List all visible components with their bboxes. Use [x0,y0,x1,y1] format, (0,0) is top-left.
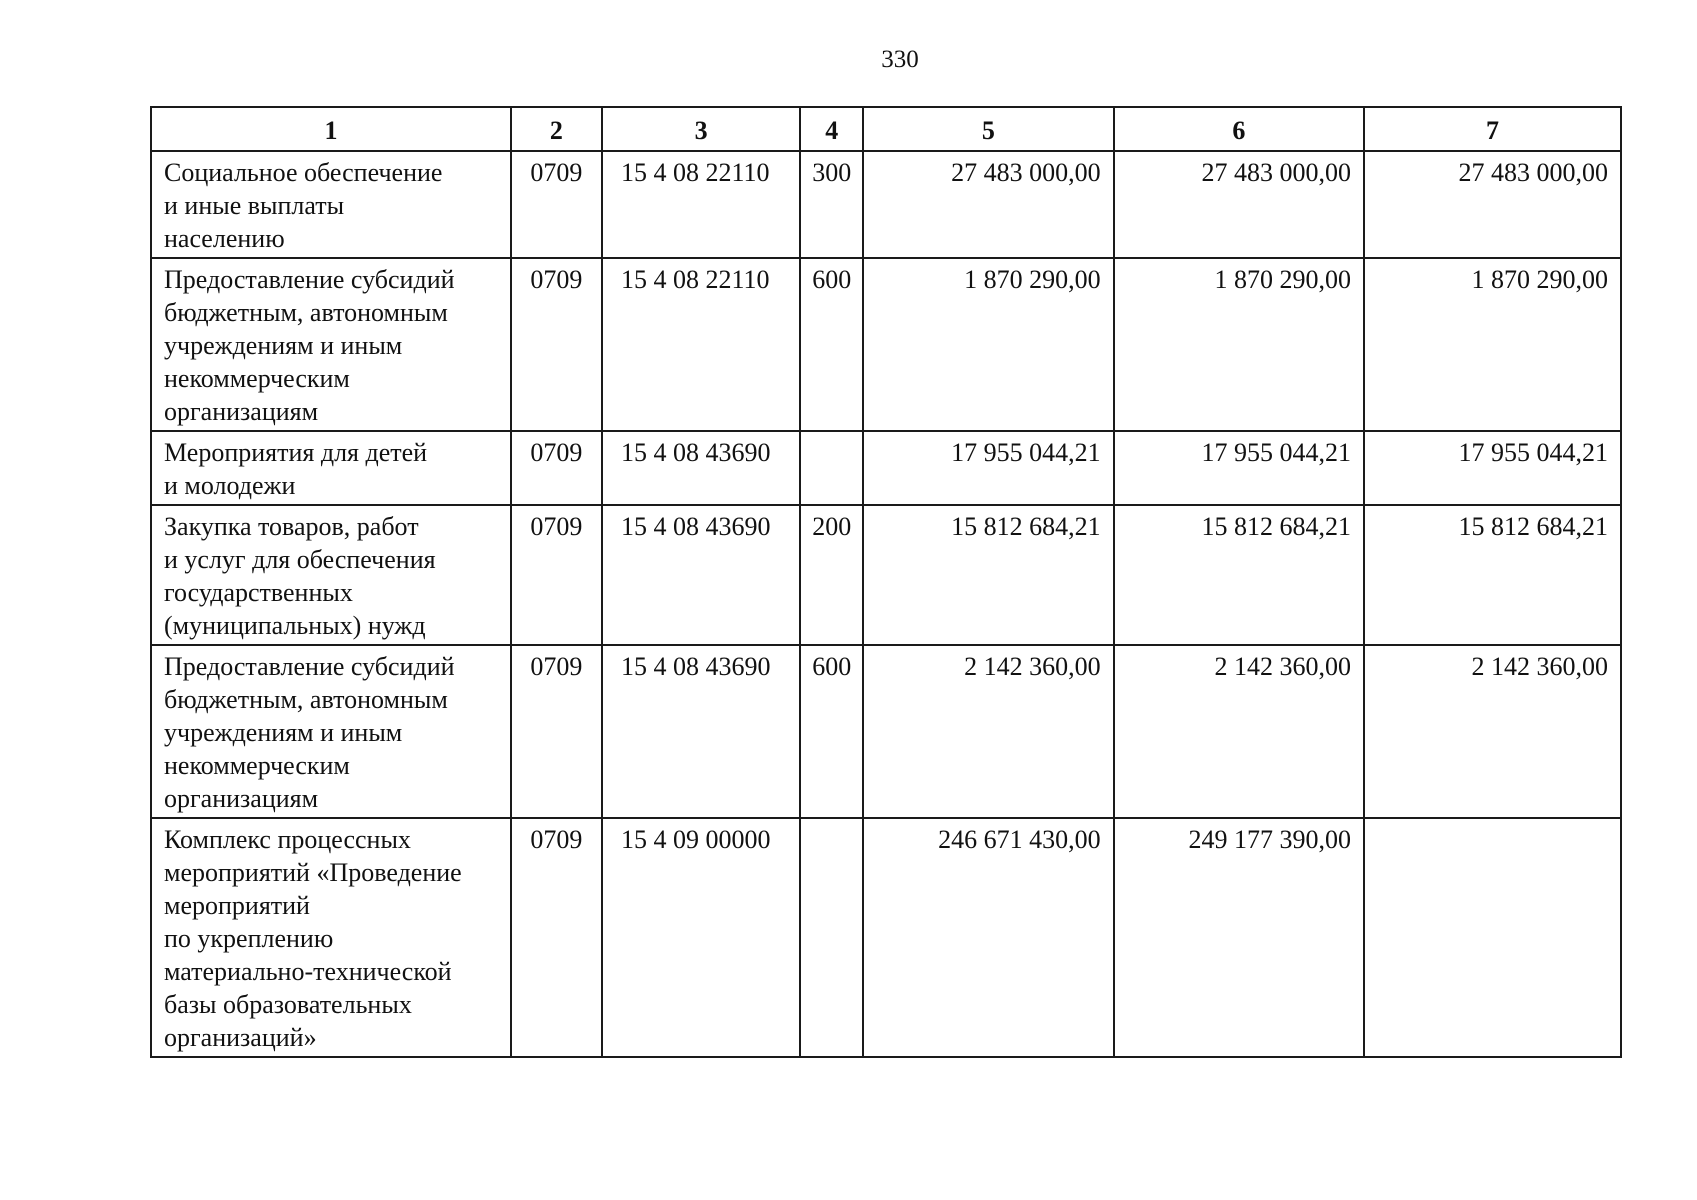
expense-type-cell: 600 [800,258,863,431]
amount-7-cell [1364,818,1621,1057]
expense-type-cell [800,431,863,505]
amount-7-cell: 2 142 360,00 [1364,645,1621,818]
page-number: 330 [881,46,919,73]
expense-type-cell [800,818,863,1057]
amount-6-cell: 27 483 000,00 [1114,151,1364,258]
amount-7-cell: 1 870 290,00 [1364,258,1621,431]
target-code-cell: 15 4 08 22110 [602,151,800,258]
expense-type-cell: 300 [800,151,863,258]
table-row [151,151,1621,258]
header-cell-3: 3 [602,107,800,151]
row-name-cell: Социальное обеспечение и иные выплаты населению [151,151,511,258]
amount-5-cell: 15 812 684,21 [863,505,1113,645]
table-row [151,818,1621,1057]
section-code-cell: 0709 [511,505,602,645]
row-name-cell: Мероприятия для детей и молодежи [151,431,511,505]
amount-6-cell: 249 177 390,00 [1114,818,1364,1057]
target-code-cell: 15 4 08 43690 [602,431,800,505]
expense-type-cell: 200 [800,505,863,645]
table-row [151,431,1621,505]
amount-5-cell: 246 671 430,00 [863,818,1113,1057]
section-code-cell: 0709 [511,151,602,258]
table-row [151,258,1621,431]
header-cell-6: 6 [1114,107,1364,151]
amount-5-cell: 2 142 360,00 [863,645,1113,818]
amount-7-cell: 17 955 044,21 [1364,431,1621,505]
amount-6-cell: 2 142 360,00 [1114,645,1364,818]
header-row [151,107,1621,151]
amount-7-cell: 27 483 000,00 [1364,151,1621,258]
section-code-cell: 0709 [511,645,602,818]
amount-5-cell: 17 955 044,21 [863,431,1113,505]
header-cell-7: 7 [1364,107,1621,151]
amount-6-cell: 17 955 044,21 [1114,431,1364,505]
target-code-cell: 15 4 09 00000 [602,818,800,1057]
expense-type-cell: 600 [800,645,863,818]
amount-5-cell: 27 483 000,00 [863,151,1113,258]
table-row [151,645,1621,818]
header-cell-4: 4 [800,107,863,151]
section-code-cell: 0709 [511,258,602,431]
row-name-cell: Предоставление субсидий бюджетным, автономным учреждениям и иным некоммерческим организациям [151,258,511,431]
table-row [151,505,1621,645]
section-code-cell: 0709 [511,818,602,1057]
header-cell-2: 2 [511,107,602,151]
budget-table [150,106,1622,1058]
target-code-cell: 15 4 08 43690 [602,505,800,645]
amount-5-cell: 1 870 290,00 [863,258,1113,431]
amount-7-cell: 15 812 684,21 [1364,505,1621,645]
section-code-cell: 0709 [511,431,602,505]
header-cell-5: 5 [863,107,1113,151]
target-code-cell: 15 4 08 43690 [602,645,800,818]
header-cell-1: 1 [151,107,511,151]
row-name-cell: Предоставление субсидий бюджетным, автономным учреждениям и иным некоммерческим организациям [151,645,511,818]
amount-6-cell: 15 812 684,21 [1114,505,1364,645]
row-name-cell: Комплекс процессных мероприятий «Проведение мероприятий по укреплению материально-технической базы образовательных организаций» [151,818,511,1057]
target-code-cell: 15 4 08 22110 [602,258,800,431]
amount-6-cell: 1 870 290,00 [1114,258,1364,431]
row-name-cell: Закупка товаров, работ и услуг для обеспечения государственных (муниципальных) нужд [151,505,511,645]
